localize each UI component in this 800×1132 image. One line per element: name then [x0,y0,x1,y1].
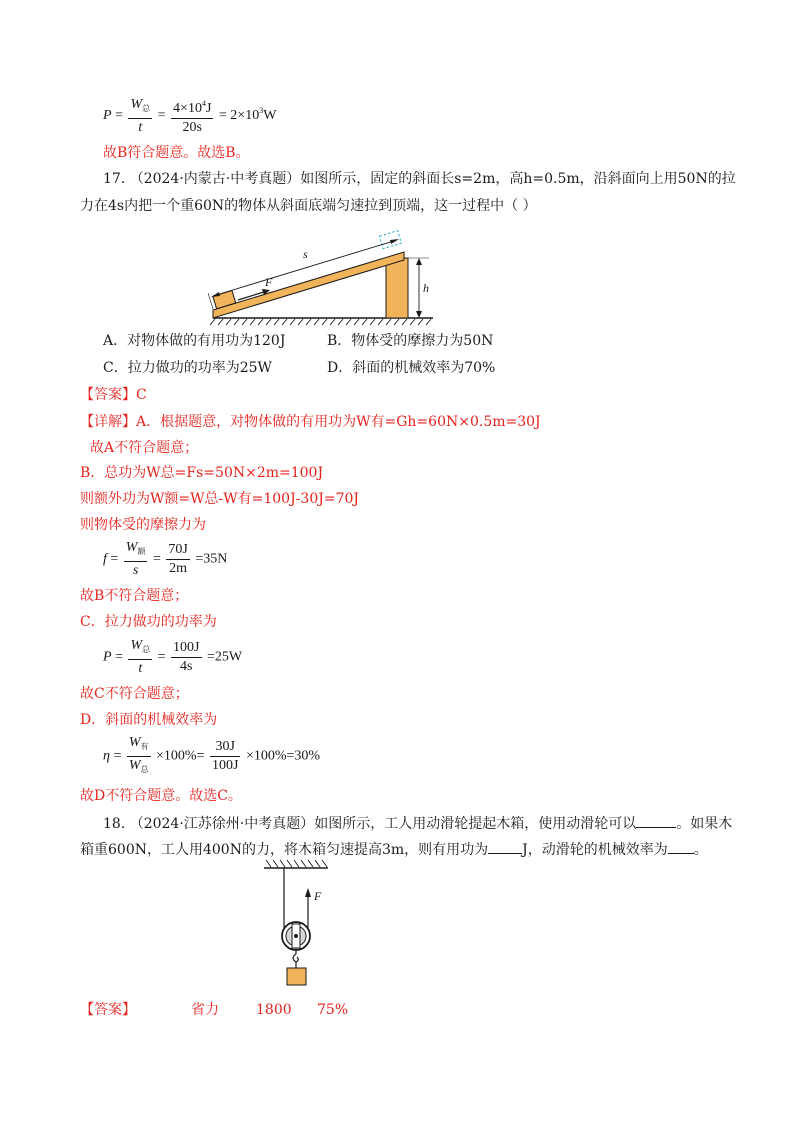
q17-not-a: 故A不符合题意； [90,440,199,456]
incline-figure [205,222,445,328]
incline-plank [213,252,404,318]
q18-stem-line2: 箱重600N，工人用400N的力，将木箱匀速提高3m，则有用功为 J，动滑轮的机械效率为 。 [80,842,708,858]
q18-stem-line1: 18. （2024·江苏徐州·中考真题）如图所示，工人用动滑轮提起木箱，使用动滑轮可以 。如果木 [103,816,733,832]
dashed-block [379,231,401,249]
power-equation: P = $\frac{W_总}{t}$ = $\frac{4\times 10^4J}{20s}$ = $2\times 10^3W$ [103,96,277,135]
q17-option-b: B．物体受的摩擦力为50N [327,333,494,349]
height-label-h: h [423,281,429,295]
q17-detail-d: D．斜面的机械效率为 [80,712,218,728]
q18-blank-1 [636,814,676,828]
pulley-force-label-f: F [314,889,322,903]
q18-answer-row [80,1000,136,1020]
ground-hatching [210,319,431,325]
ceiling-hatching [266,860,327,867]
q17-answer: 【答案】C [80,387,147,403]
q17-option-d: D．斜面的机械效率为70% [327,360,496,376]
length-label-s: s [303,247,308,261]
q17-detail-b2: 则额外功为W额=W总-W有=100J-30J=70J [80,491,360,507]
q18-answer-label: 【答案】 [80,1002,136,1018]
friction-formula: f = $\frac{W_额}{s}$ = $\frac{70J}{2m}$ =35N [103,540,228,578]
q17-detail-c: C．拉力做功的功率为 [80,614,217,630]
q17-detail-b3: 则物体受的摩擦力为 [80,517,206,533]
support-pillar [386,258,408,318]
q18-blank-2 [488,840,522,854]
efficiency-formula: η = $\frac{W_有}{W_总}$ ×100%= $\frac{30J}{100J}$ ×100%=30% [103,735,321,774]
q18-answer-3: 75% [317,1002,349,1018]
q17-not-b: 故B不符合题意； [80,588,189,604]
q17-stem-line1: 17. （2024·内蒙古·中考真题）如图所示，固定的斜面长s=2m，高h=0.5m，沿斜面向上用50N的拉 [103,171,736,187]
pulley-figure [262,858,342,998]
power-formula: P = $\frac{W_总}{t}$ = $\frac{100J}{4s}$ =25W [103,638,243,676]
q17-not-c: 故C不符合题意； [80,686,189,702]
q17-option-a: A．对物体做的有用功为120J [103,333,286,349]
q17-detail-a: 【详解】A．根据题意，对物体做的有用功为W有=Gh=60N×0.5m=30J [80,414,541,430]
top-conclusion: 故B符合题意。故选B。 [103,145,250,161]
q18-answer-2: 1800 [256,1002,292,1018]
crate [287,968,306,985]
q17-stem-line2: 力在4s内把一个重60N的物体从斜面底端匀速拉到顶端，这一过程中（ ） [80,198,537,214]
q17-option-c: C．拉力做功的功率为25W [103,360,272,376]
q17-not-d: 故D不符合题意。故选C。 [80,788,242,804]
force-label-f: F [265,275,273,289]
q17-detail-b1: B．总功为W总=Fs=50N×2m=100J [80,465,324,481]
q18-blank-3 [668,840,694,854]
q18-answer-1: 省力 [191,1002,219,1018]
